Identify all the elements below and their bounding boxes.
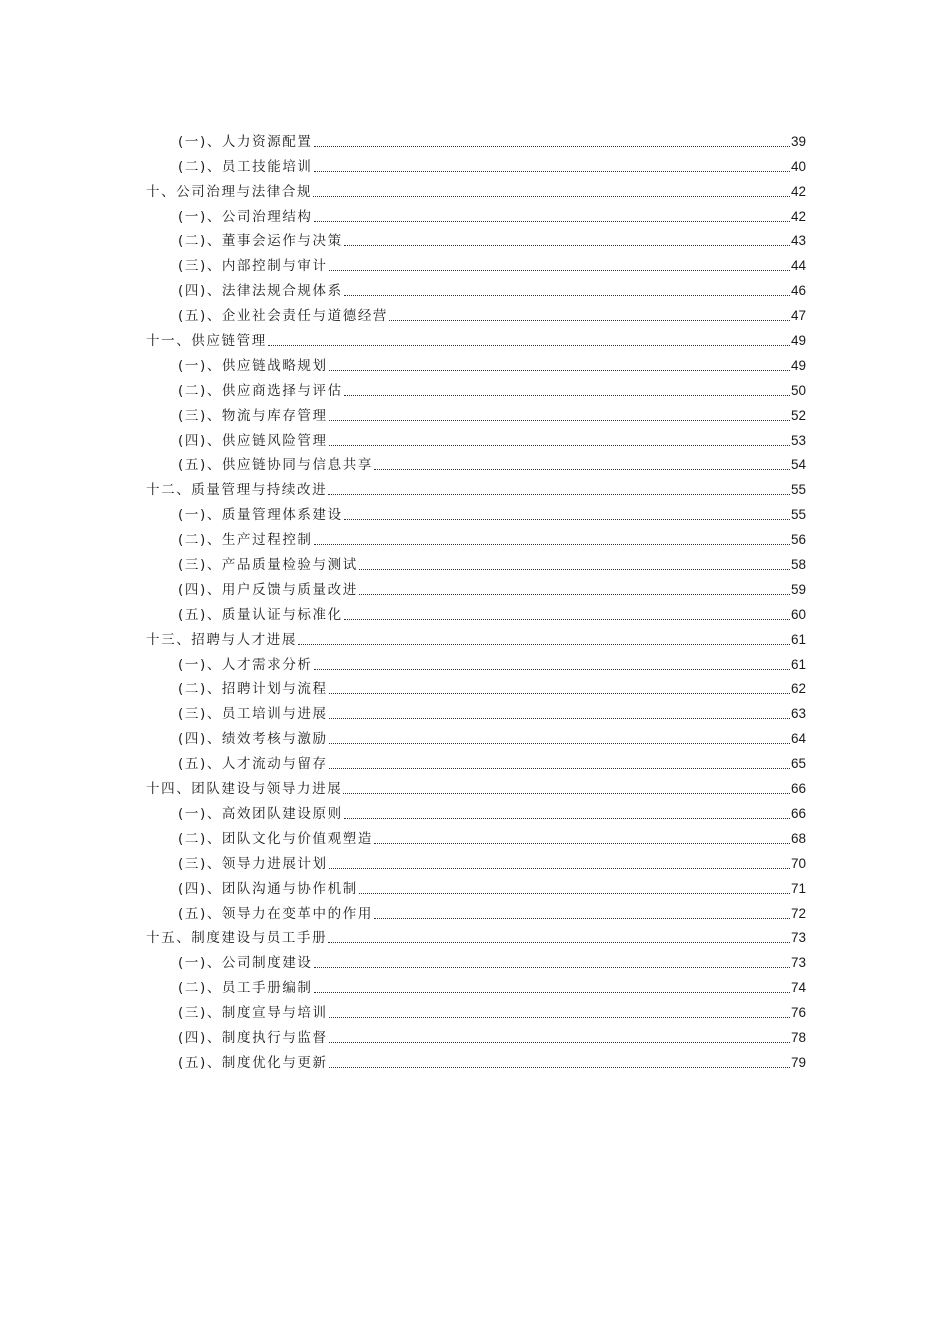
toc-section-entry[interactable] [146,797,806,822]
toc-entry-title: (二)、员工手册编制 [178,980,313,997]
toc-section-entry[interactable] [146,498,806,523]
toc-dot-leader [298,644,790,645]
toc-entry-title: (一)、高效团队建设原则 [178,805,343,822]
toc-dot-leader [314,171,790,172]
toc-entry-title: 十四、团队建设与领导力进展 [146,781,343,798]
toc-dot-leader [374,843,790,844]
toc-page-number: 73 [790,930,806,946]
toc-page-number: 62 [790,681,806,697]
toc-page-number: 59 [790,581,806,597]
toc-section-entry[interactable] [146,822,806,847]
toc-page-number: 40 [790,158,806,174]
toc-chapter-entry[interactable] [146,175,806,200]
toc-entry-title: (四)、用户反馈与质量改进 [178,581,358,598]
toc-section-entry[interactable] [146,200,806,225]
toc-entry-title: (五)、人才流动与留存 [178,756,328,773]
toc-entry-title: (二)、供应商选择与评估 [178,382,343,399]
toc-entry-title: (五)、企业社会责任与道德经营 [178,308,389,325]
toc-page-number: 42 [790,183,806,199]
toc-dot-leader [374,469,790,470]
toc-section-entry[interactable] [146,449,806,474]
toc-section-entry[interactable] [146,523,806,548]
toc-dot-leader [329,370,790,371]
toc-dot-leader [343,793,790,794]
toc-section-entry[interactable] [146,548,806,573]
toc-dot-leader [314,146,790,147]
toc-entry-title: (二)、团队文化与价值观塑造 [178,830,373,847]
toc-dot-leader [314,967,790,968]
toc-section-entry[interactable] [146,249,806,274]
toc-page-number: 61 [790,656,806,672]
toc-dot-leader [344,395,790,396]
toc-entry-title: (二)、员工技能培训 [178,158,313,175]
toc-dot-leader [328,942,790,943]
toc-page-number: 64 [790,731,806,747]
toc-page-number: 72 [790,905,806,921]
toc-section-entry[interactable] [146,150,806,175]
toc-section-entry[interactable] [146,374,806,399]
toc-entry-title: (一)、公司治理结构 [178,208,313,225]
toc-dot-leader [329,420,790,421]
toc-entry-title: (三)、制度宣导与培训 [178,1005,328,1022]
toc-dot-leader [329,743,790,744]
toc-dot-leader [359,594,790,595]
toc-section-entry[interactable] [146,996,806,1021]
toc-entry-title: (四)、供应链风险管理 [178,432,328,449]
toc-section-entry[interactable] [146,225,806,250]
toc-page-number: 68 [790,830,806,846]
toc-dot-leader [344,818,790,819]
toc-page-number: 66 [790,781,806,797]
toc-page-number: 47 [790,308,806,324]
toc-page-number: 56 [790,532,806,548]
toc-dot-leader [329,1042,790,1043]
toc-section-entry[interactable] [146,946,806,971]
toc-page-number: 66 [790,805,806,821]
toc-entry-title: (五)、制度优化与更新 [178,1054,328,1071]
toc-section-entry[interactable] [146,598,806,623]
toc-dot-leader [329,1067,790,1068]
toc-page-number: 79 [790,1054,806,1070]
toc-dot-leader [328,494,790,495]
toc-entry-title: 十五、制度建设与员工手册 [146,930,328,947]
toc-page-number: 58 [790,557,806,573]
toc-page-number: 49 [790,357,806,373]
toc-chapter-entry[interactable] [146,324,806,349]
toc-page-number: 39 [790,133,806,149]
toc-dot-leader [329,445,790,446]
toc-entry-title: 十二、质量管理与持续改进 [146,482,328,499]
toc-entry-title: (一)、质量管理体系建设 [178,507,343,524]
toc-dot-leader [314,544,790,545]
toc-page-number: 60 [790,606,806,622]
toc-entry-title: (一)、公司制度建设 [178,955,313,972]
toc-dot-leader [329,768,790,769]
toc-dot-leader [344,619,790,620]
toc-section-entry[interactable] [146,872,806,897]
toc-page-number: 49 [790,333,806,349]
toc-section-entry[interactable] [146,349,806,374]
toc-dot-leader [344,295,790,296]
toc-entry-title: (二)、董事会运作与决策 [178,233,343,250]
toc-dot-leader [313,196,790,197]
toc-section-entry[interactable] [146,1046,806,1071]
toc-entry-title: (三)、员工培训与进展 [178,706,328,723]
toc-page-number: 55 [790,507,806,523]
toc-chapter-entry[interactable] [146,623,806,648]
toc-dot-leader [329,868,790,869]
toc-page-number: 43 [790,233,806,249]
toc-section-entry[interactable] [146,299,806,324]
toc-entry-title: (三)、产品质量检验与测试 [178,557,358,574]
toc-page-number: 54 [790,457,806,473]
toc-page-number: 76 [790,1005,806,1021]
toc-page-number: 44 [790,258,806,274]
toc-chapter-entry[interactable] [146,922,806,947]
toc-entry-title: (一)、人才需求分析 [178,656,313,673]
toc-entry-title: (一)、人力资源配置 [178,133,313,150]
toc-page-number: 46 [790,283,806,299]
table-of-contents [146,125,806,1071]
toc-entry-title: (五)、领导力在变革中的作用 [178,905,373,922]
toc-entry-title: (四)、团队沟通与协作机制 [178,880,358,897]
toc-section-entry[interactable] [146,747,806,772]
toc-entry-title: (五)、质量认证与标准化 [178,606,343,623]
toc-page-number: 52 [790,407,806,423]
toc-section-entry[interactable] [146,1021,806,1046]
toc-entry-title: 十、公司治理与法律合规 [146,183,313,200]
toc-page-number: 53 [790,432,806,448]
toc-page-number: 73 [790,955,806,971]
toc-dot-leader [344,245,790,246]
toc-dot-leader [314,221,790,222]
toc-entry-title: (二)、招聘计划与流程 [178,681,328,698]
toc-dot-leader [374,918,790,919]
toc-dot-leader [329,693,790,694]
toc-page-number: 70 [790,855,806,871]
toc-dot-leader [344,519,790,520]
toc-section-entry[interactable] [146,897,806,922]
toc-section-entry[interactable] [146,697,806,722]
toc-entry-title: (三)、物流与库存管理 [178,407,328,424]
toc-page-number: 61 [790,631,806,647]
toc-page-number: 42 [790,208,806,224]
toc-section-entry[interactable] [146,424,806,449]
toc-entry-title: (三)、领导力进展计划 [178,855,328,872]
toc-entry-title: (一)、供应链战略规划 [178,357,328,374]
toc-dot-leader [389,320,790,321]
toc-entry-title: (三)、内部控制与审计 [178,258,328,275]
toc-dot-leader [314,669,790,670]
toc-entry-title: (五)、供应链协同与信息共享 [178,457,373,474]
toc-section-entry[interactable] [146,847,806,872]
toc-page-number: 71 [790,880,806,896]
toc-section-entry[interactable] [146,125,806,150]
toc-dot-leader [359,893,790,894]
toc-entry-title: 十一、供应链管理 [146,333,267,350]
toc-dot-leader [329,1017,790,1018]
toc-section-entry[interactable] [146,971,806,996]
toc-section-entry[interactable] [146,274,806,299]
toc-entry-title: (四)、绩效考核与激励 [178,731,328,748]
toc-entry-title: (二)、生产过程控制 [178,532,313,549]
toc-entry-title: (四)、法律法规合规体系 [178,283,343,300]
toc-chapter-entry[interactable] [146,473,806,498]
toc-section-entry[interactable] [146,399,806,424]
toc-page-number: 63 [790,706,806,722]
toc-page-number: 55 [790,482,806,498]
toc-dot-leader [329,718,790,719]
toc-entry-title: 十三、招聘与人才进展 [146,631,297,648]
toc-section-entry[interactable] [146,573,806,598]
toc-page-number: 50 [790,382,806,398]
toc-section-entry[interactable] [146,722,806,747]
toc-page-number: 65 [790,756,806,772]
toc-page-number: 78 [790,1029,806,1045]
toc-entry-title: (四)、制度执行与监督 [178,1029,328,1046]
toc-dot-leader [314,992,790,993]
toc-dot-leader [329,270,790,271]
toc-chapter-entry[interactable] [146,772,806,797]
toc-page-number: 74 [790,980,806,996]
toc-section-entry[interactable] [146,648,806,673]
toc-section-entry[interactable] [146,673,806,698]
toc-dot-leader [359,569,790,570]
toc-dot-leader [268,345,790,346]
